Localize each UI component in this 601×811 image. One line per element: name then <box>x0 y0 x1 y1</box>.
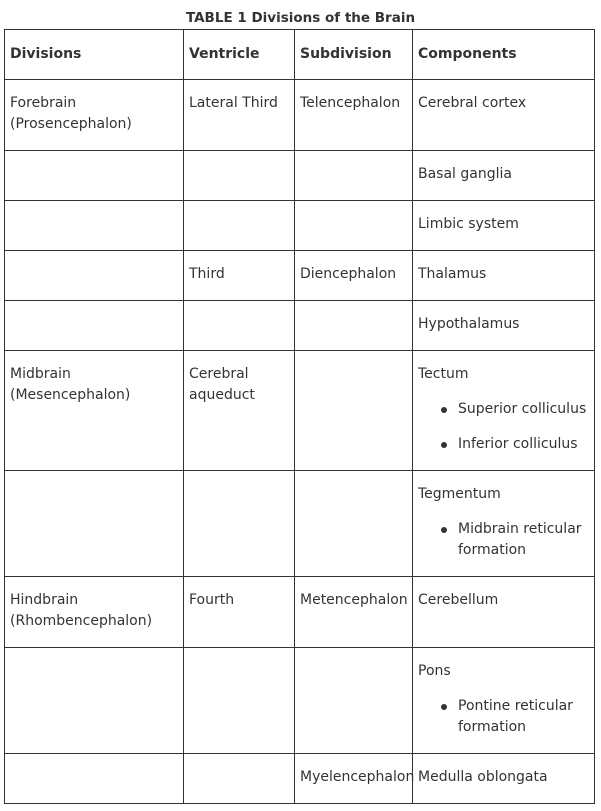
component-name: Pons <box>418 663 451 679</box>
subdivision-cell: Metencephalon <box>295 577 413 648</box>
subdivision-cell <box>295 648 413 754</box>
ventricle-cell <box>184 201 295 251</box>
table-row <box>5 471 595 577</box>
division-cell <box>5 301 184 351</box>
table-row <box>5 201 595 251</box>
component-name: Hypothalamus <box>418 316 520 332</box>
table-row <box>5 251 595 301</box>
table-row <box>5 577 595 648</box>
component-name: Cerebral cortex <box>418 95 527 111</box>
table-row <box>5 351 595 471</box>
subdivision-cell <box>295 351 413 471</box>
header-ventricle: Ventricle <box>184 30 295 80</box>
component-cell <box>413 151 595 201</box>
bullet-item: Inferior colliculus <box>458 434 589 455</box>
table-row <box>5 80 595 151</box>
ventricle-cell: Lateral Third <box>184 80 295 151</box>
bullet-item: Superior colliculus <box>458 399 589 420</box>
table-row <box>5 151 595 201</box>
table-row <box>5 754 595 804</box>
component-cell <box>413 80 595 151</box>
component-cell <box>413 301 595 351</box>
ventricle-cell <box>184 754 295 804</box>
table-caption: TABLE 1 Divisions of the Brain <box>185 10 416 26</box>
header-subdivision: Subdivision <box>295 30 413 80</box>
component-bullet-list <box>418 696 589 738</box>
component-name: Thalamus <box>418 266 487 282</box>
division-cell: Midbrain (Mesencephalon) <box>5 351 184 471</box>
component-cell <box>413 471 595 577</box>
division-cell <box>5 471 184 577</box>
ventricle-cell <box>184 151 295 201</box>
division-cell <box>5 648 184 754</box>
subdivision-cell: Diencephalon <box>295 251 413 301</box>
component-name: Basal ganglia <box>418 166 512 182</box>
component-name: Tectum <box>418 366 469 382</box>
division-cell <box>5 201 184 251</box>
component-name: Tegmentum <box>418 486 501 502</box>
component-cell <box>413 577 595 648</box>
subdivision-cell <box>295 471 413 577</box>
division-cell: Hindbrain (Rhombencephalon) <box>5 577 184 648</box>
ventricle-cell: Cerebral aqueduct <box>184 351 295 471</box>
component-cell <box>413 648 595 754</box>
component-cell <box>413 754 595 804</box>
ventricle-cell <box>184 471 295 577</box>
division-cell <box>5 754 184 804</box>
bullet-item: Midbrain reticular formation <box>458 519 589 561</box>
ventricle-cell <box>184 301 295 351</box>
division-cell <box>5 151 184 201</box>
component-cell <box>413 351 595 471</box>
subdivision-cell <box>295 201 413 251</box>
component-cell <box>413 201 595 251</box>
ventricle-cell: Fourth <box>184 577 295 648</box>
subdivision-cell <box>295 151 413 201</box>
subdivision-cell: Telencephalon <box>295 80 413 151</box>
component-name: Cerebellum <box>418 592 499 608</box>
ventricle-cell <box>184 648 295 754</box>
component-bullet-list <box>418 519 589 561</box>
ventricle-cell: Third <box>184 251 295 301</box>
subdivision-cell <box>295 301 413 351</box>
table-row <box>5 648 595 754</box>
component-bullet-list <box>418 399 589 455</box>
brain-divisions-table <box>4 29 595 804</box>
header-divisions: Divisions <box>5 30 184 80</box>
bullet-item: Pontine reticular formation <box>458 696 589 738</box>
component-name: Medulla oblongata <box>418 769 548 785</box>
component-name: Limbic system <box>418 216 519 232</box>
subdivision-cell: Myelencephalon <box>295 754 413 804</box>
division-cell <box>5 251 184 301</box>
table-row <box>5 301 595 351</box>
header-components: Components <box>413 30 595 80</box>
division-cell: Forebrain (Prosencephalon) <box>5 80 184 151</box>
header-row <box>5 30 595 80</box>
component-cell <box>413 251 595 301</box>
